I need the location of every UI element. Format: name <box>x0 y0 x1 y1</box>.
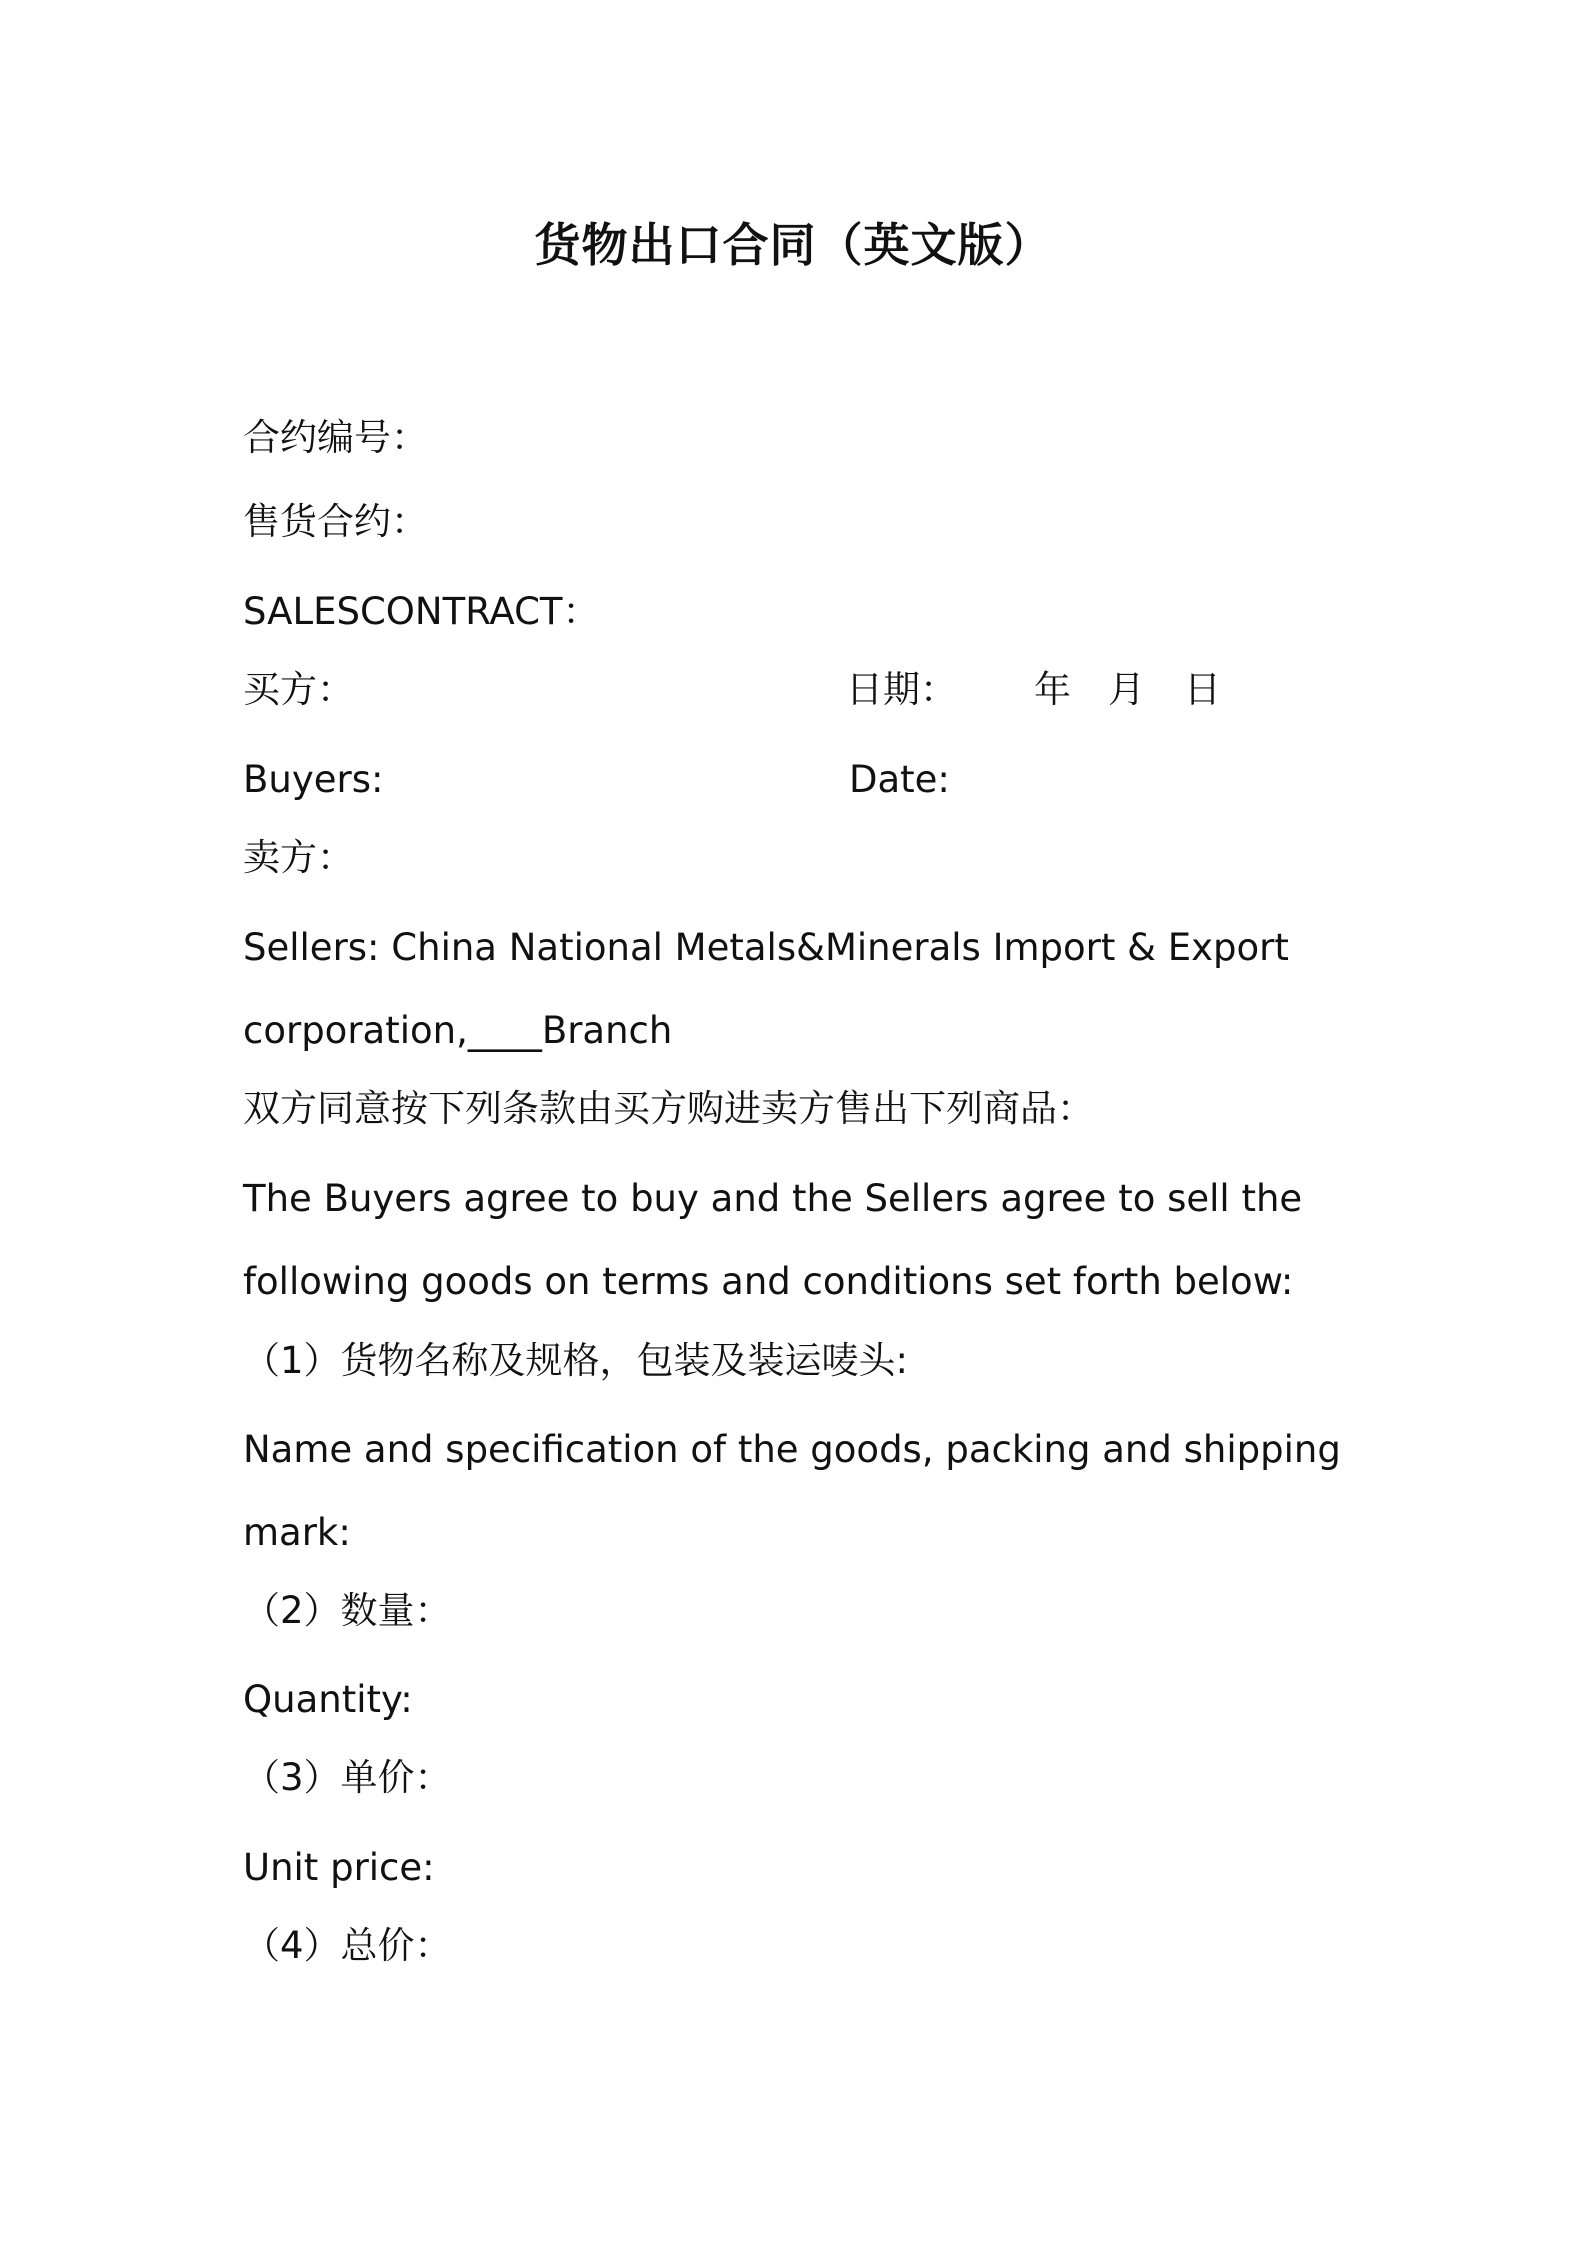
item-1-en-line-1: Name and specification of the goods, packing and shipping <box>243 1428 1341 1471</box>
seller-en-line-2: corporation,____Branch <box>243 1009 673 1052</box>
buyer-cn-label: 买方： <box>243 668 354 711</box>
item-2-en: Quantity: <box>243 1678 413 1721</box>
item-3-en: Unit price: <box>243 1846 435 1889</box>
date-en-label: Date: <box>849 758 950 801</box>
agreement-en-line-2: following goods on terms and conditions set forth below: <box>243 1260 1294 1303</box>
item-4-cn: （4）总价： <box>243 1924 452 1967</box>
date-month: 月 <box>1108 668 1145 711</box>
item-1-en-line-2: mark: <box>243 1511 351 1554</box>
date-year: 年 <box>1034 668 1071 711</box>
item-3-cn: （3）单价： <box>243 1756 452 1799</box>
agreement-en-line-1: The Buyers agree to buy and the Sellers agree to sell the <box>243 1177 1303 1220</box>
contract-no-label: 合约编号： <box>243 416 428 459</box>
seller-cn-label: 卖方： <box>243 836 354 879</box>
date-cn-label: 日期： <box>846 668 957 711</box>
buyer-en-label: Buyers: <box>243 758 384 801</box>
sales-contract-cn-label: 售货合约： <box>243 500 428 543</box>
item-2-cn: （2）数量： <box>243 1589 452 1632</box>
seller-en-line-1: Sellers: China National Metals&Minerals Import & Export <box>243 926 1289 969</box>
sales-contract-en-label: SALESCONTRACT： <box>243 590 600 633</box>
date-day: 日 <box>1184 668 1221 711</box>
agreement-cn: 双方同意按下列条款由买方购进卖方售出下列商品： <box>243 1087 1094 1130</box>
item-1-cn: （1）货物名称及规格，包装及装运唛头: <box>243 1339 909 1382</box>
document-title: 货物出口合同（英文版） <box>534 218 1052 272</box>
